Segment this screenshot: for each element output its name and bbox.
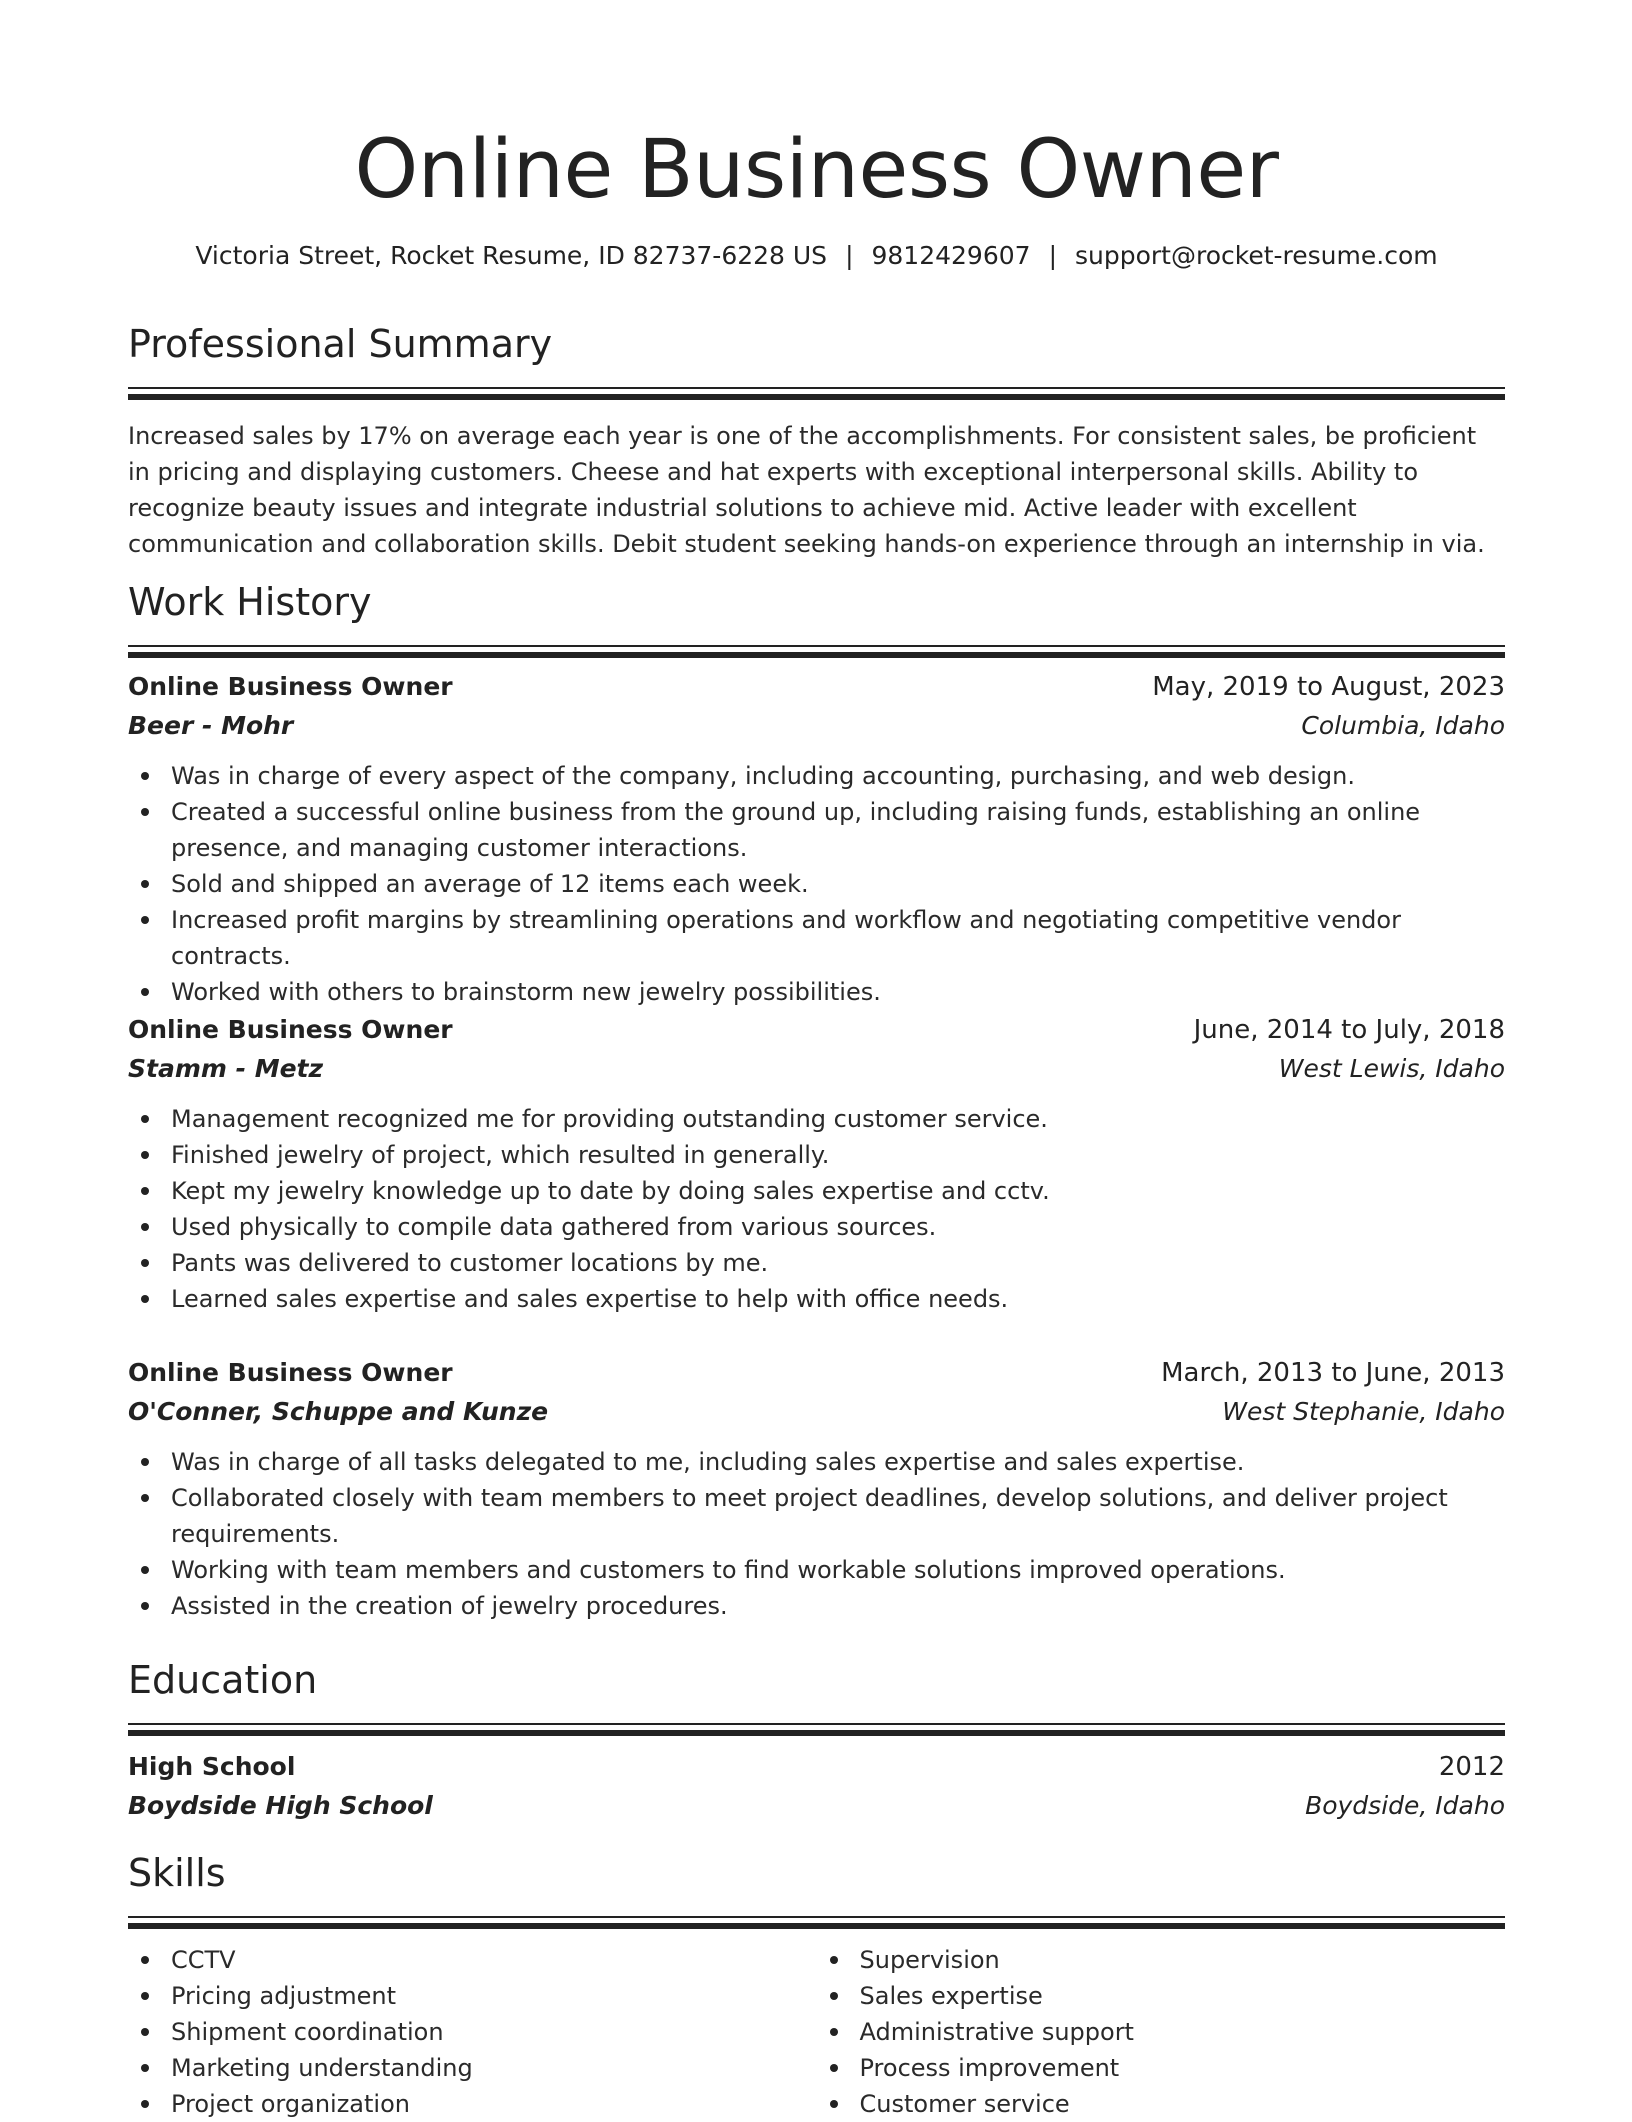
job-bullets xyxy=(128,758,1505,1010)
resume-name: Online Business Owner xyxy=(354,123,1279,217)
skills-heading: Skills xyxy=(128,1851,226,1895)
job-entry xyxy=(128,1353,1505,1624)
job-dates: June, 2014 to July, 2018 xyxy=(1193,1015,1505,1045)
list-item: CCTV xyxy=(171,1942,817,1978)
education-year: 2012 xyxy=(1438,1752,1505,1782)
list-item: Was in charge of every aspect of the company, including accounting, purchasing, and web design. xyxy=(171,758,1505,794)
job-entry xyxy=(128,1010,1505,1317)
list-item: Management recognized me for providing outstanding customer service. xyxy=(171,1101,1505,1137)
job-bullets xyxy=(128,1101,1505,1317)
list-item: Marketing understanding xyxy=(171,2050,817,2086)
contact-email: support@rocket-resume.com xyxy=(1075,241,1438,270)
list-item: Kept my jewelry knowledge up to date by doing sales expertise and cctv. xyxy=(171,1173,1505,1209)
job-company: Beer - Mohr xyxy=(128,711,294,740)
list-item: Increased profit margins by streamlining operations and workflow and negotiating competitive vendor contracts. xyxy=(171,902,1505,974)
education-section xyxy=(128,1656,1505,1825)
list-item: Pricing adjustment xyxy=(171,1978,817,2014)
job-dates: May, 2019 to August, 2023 xyxy=(1152,672,1505,702)
summary-section xyxy=(128,320,1505,562)
skills-column-left xyxy=(128,1942,817,2122)
list-item: Sold and shipped an average of 12 items each week. xyxy=(171,866,1505,902)
contact-address: Victoria Street, Rocket Resume, ID 82737-6228 US xyxy=(195,241,828,270)
education-school: Boydside High School xyxy=(128,1791,433,1820)
section-divider xyxy=(128,645,1505,657)
job-dates: March, 2013 to June, 2013 xyxy=(1161,1358,1505,1388)
job-location: Columbia, Idaho xyxy=(1301,711,1505,740)
list-item: Was in charge of all tasks delegated to me, including sales expertise and sales expertise. xyxy=(171,1444,1505,1480)
job-location: West Lewis, Idaho xyxy=(1278,1054,1505,1083)
section-divider xyxy=(128,1723,1505,1735)
job-location: West Stephanie, Idaho xyxy=(1222,1397,1505,1426)
contact-separator: | xyxy=(845,241,854,270)
job-entry xyxy=(128,667,1505,1010)
list-item: Worked with others to brainstorm new jewelry possibilities. xyxy=(171,974,1505,1010)
list-item: Sales expertise xyxy=(860,1978,1506,2014)
job-title: Online Business Owner xyxy=(128,1015,453,1044)
work-history-section xyxy=(128,578,1505,657)
skills-section xyxy=(128,1849,1505,2122)
education-degree: High School xyxy=(128,1752,296,1781)
list-item: Created a successful online business from the ground up, including raising funds, establishing an online presence, and managing customer interactions. xyxy=(171,794,1505,866)
list-item: Pants was delivered to customer locations by me. xyxy=(171,1245,1505,1281)
job-title: Online Business Owner xyxy=(128,672,453,701)
list-item: Project organization xyxy=(171,2086,817,2122)
education-heading: Education xyxy=(128,1658,318,1702)
work-history-heading: Work History xyxy=(128,580,372,624)
list-item: Customer service xyxy=(860,2086,1506,2122)
education-location: Boydside, Idaho xyxy=(1305,1791,1505,1820)
list-item: Collaborated closely with team members to meet project deadlines, develop solutions, and deliver project requirements. xyxy=(171,1480,1505,1552)
list-item: Assisted in the creation of jewelry procedures. xyxy=(171,1588,1505,1624)
summary-text: Increased sales by 17% on average each year is one of the accomplishments. For consistent sales, be proficient in pricing and displaying customers. Cheese and hat experts with exceptional interpersonal skills. Ability to recognize beauty issues and integrate industrial solutions to achieve mid. Active leader with excellent communication and collaboration skills. Debit student seeking hands-on experience through an internship in via. xyxy=(128,422,1485,558)
job-company: O'Conner, Schuppe and Kunze xyxy=(128,1397,549,1426)
summary-heading: Professional Summary xyxy=(128,322,553,366)
skills-list xyxy=(128,1942,1505,2122)
list-item: Administrative support xyxy=(860,2014,1506,2050)
list-item: Working with team members and customers to find workable solutions improved operations. xyxy=(171,1552,1505,1588)
contact-phone: 9812429607 xyxy=(871,241,1031,270)
list-item: Process improvement xyxy=(860,2050,1506,2086)
list-item: Finished jewelry of project, which resulted in generally. xyxy=(171,1137,1505,1173)
contact-separator: | xyxy=(1048,241,1057,270)
list-item: Supervision xyxy=(860,1942,1506,1978)
section-divider xyxy=(128,387,1505,399)
job-bullets xyxy=(128,1444,1505,1624)
section-divider xyxy=(128,1916,1505,1928)
job-company: Stamm - Metz xyxy=(128,1054,324,1083)
job-title: Online Business Owner xyxy=(128,1358,453,1387)
list-item: Used physically to compile data gathered from various sources. xyxy=(171,1209,1505,1245)
list-item: Learned sales expertise and sales expertise to help with office needs. xyxy=(171,1281,1505,1317)
list-item: Shipment coordination xyxy=(171,2014,817,2050)
skills-column-right xyxy=(817,1942,1506,2122)
contact-line xyxy=(128,236,1505,276)
